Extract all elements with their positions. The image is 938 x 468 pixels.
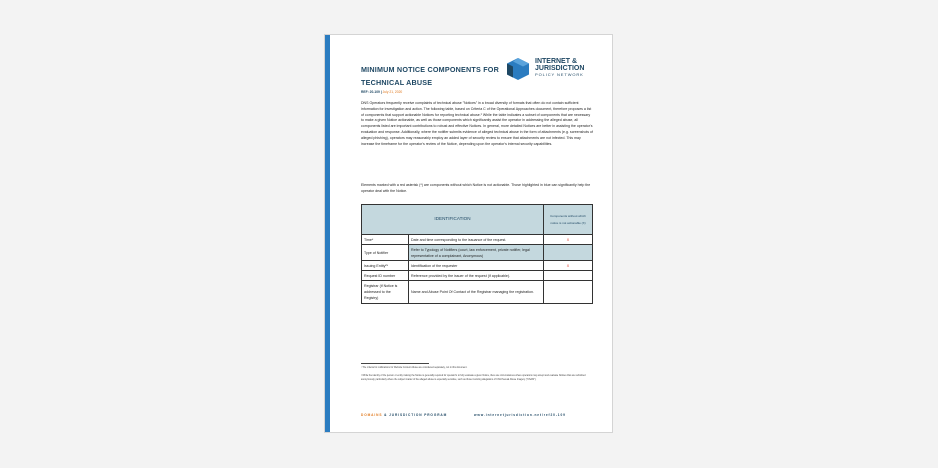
row-label: Issuing Entity²* [362, 261, 409, 271]
table-header-row [362, 205, 593, 235]
table-row [362, 245, 593, 261]
table-header-actionable: Components without which notice is not actionable (X) [544, 205, 593, 235]
row-mark: X [544, 261, 593, 271]
row-mark [544, 271, 593, 281]
table-row [362, 235, 593, 245]
footnote-divider [361, 363, 429, 364]
table-header: IDENTIFICATION [362, 205, 544, 235]
row-mark [544, 281, 593, 303]
footnote-2: ² While the identity of the person or entity making the Notice is generally required for operator's to fully evaluate a given Notice, there are circumstances where operators may accept and evaluate Notices that are submitted anonymously, particularly where the subject matter of the alleged abuse is especially sensitive, such as those involving allegations of Child Sexual Abuse Imagery ("CSAM"). [361, 375, 586, 382]
row-label: Type of Notifier [362, 245, 409, 261]
row-label: Request ID number [362, 271, 409, 281]
row-mark: X [544, 235, 593, 245]
row-description: Identification of the requester [409, 261, 544, 271]
row-mark [544, 245, 593, 261]
logo-wordmark: INTERNET & JURISDICTION POLICY NETWORK [535, 58, 585, 77]
legend-paragraph: Elements marked with a red asterisk (*) are components without which Notice is not actionable. Those highlighted in blue can significantly help the operator deal with the Notice. [361, 183, 591, 193]
footer-org-rest: & JURISDICTION PROGRAM [382, 413, 448, 417]
reference-line: REF: 20-109 | July 21, 2020 [361, 90, 403, 94]
organization-logo [505, 56, 605, 82]
table-row [362, 271, 593, 281]
identification-table [361, 204, 593, 304]
page-accent-bar [325, 35, 330, 432]
row-description: Date and time corresponding to the issuance of the request. [409, 235, 544, 245]
table-row [362, 281, 593, 303]
footer-org-highlight: DOMAINS [361, 413, 383, 417]
footer-url: www.internetjurisdiction.net/ref20-109 [474, 413, 566, 417]
document-page [324, 34, 613, 433]
row-description: Reference provided by the issuer of the request (if applicable). [409, 271, 544, 281]
row-label: Registrar (if Notice is addressed to the Registry) [362, 281, 409, 303]
document-title: MINIMUM NOTICE COMPONENTS FOR TECHNICAL ABUSE [361, 65, 499, 87]
page-footer [361, 413, 591, 417]
row-label: Time* [362, 235, 409, 245]
hexagon-logo-icon [505, 57, 531, 81]
footnote-1: ¹ The criteria for notifications for Website Content Abuse are considered separately, not in this document. [361, 367, 468, 369]
intro-paragraph: DNS Operators frequently receive complaints of technical abuse "Notices" in a broad diversity of formats that often do not contain sufficient information for investigation and action. The following table, based on Criteria C of the Operational Approaches document, therefore proposes a list of components that support actionable Notices for reporting technical abuse.¹ While the table indicates a subset of components that are necessary to make a given Notice actionable, as well as those components which significantly assist the operator in addressing the alleged abuse, all components listed are important contributions to robust and effective Notices. In general, more detailed Notices are better in assisting the operator's evaluation and response. Additionally, where the notifier submits evidence of alleged technical abuse in the form of attachments (e.g. screenshots of alleged phishing), operators may reasonably employ an added layer of security review to ensure that attachments are not infected. This may increase the timeframe for the operator's review of the Notice, depending upon the operator's internal security capabilities. [361, 101, 593, 146]
table-row [362, 261, 593, 271]
row-description: Name and Abuse Point Of Contact of the Registrar managing the registration. [409, 281, 544, 303]
row-description: Refer to Typology of Notifiers (court, law enforcement, private notifier, legal representative of a complainant, Anonymous) [409, 245, 544, 261]
